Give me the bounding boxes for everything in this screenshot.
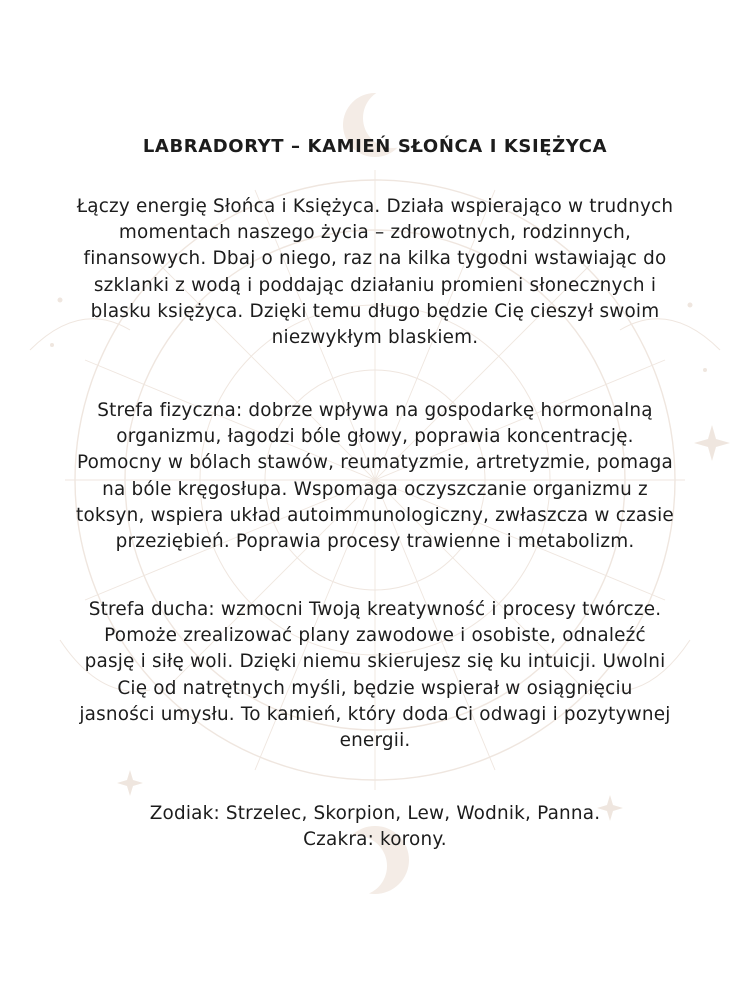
text-line: toksyn, wspiera układ autoimmunologiczny, zwłaszcza w czasie (76, 504, 674, 526)
paragraph-zodiac-chakra (14, 801, 736, 853)
text-line: momentach naszego życia – zdrowotnych, rodzinnych, (118, 222, 632, 244)
text-line: Pomocny w bólach stawów, reumatyzmie, artretyzmie, pomaga (76, 452, 674, 474)
paragraph-spiritual (14, 597, 736, 754)
text-line: Łączy energię Słońca i Księżyca. Działa wspierająco w trudnych (76, 196, 674, 217)
text-line: na bóle kręgosłupa. Wspomaga oczyszczanie organizmu z (102, 478, 648, 500)
text-line: Cię od natrętnych myśli, będzie wspierał w osiągnięciu (117, 677, 633, 699)
paragraph-physical (14, 398, 736, 555)
page-title: LABRADORYT – KAMIEŃ SŁOŃCA I KSIĘŻYCA (142, 136, 608, 157)
zodiac-line: Zodiak: Strzelec, Skorpion, Lew, Wodnik, Panna. (149, 803, 601, 824)
text-line: jasności umysłu. To kamień, który doda Ci odwagi i pozytywnej (79, 703, 671, 725)
text-line: szklanki z wodą i poddając działaniu promieni słonecznych i (93, 274, 657, 296)
text-line: finansowych. Dbaj o niego, raz na kilka tygodni wstawiając do (83, 248, 667, 270)
text-line: blasku księżyca. Dzięki temu długo będzie Cię cieszył swoim (90, 300, 660, 322)
text-line: niezwykłym blaskiem. (271, 327, 479, 349)
text-line: przeziębień. Poprawia procesy trawienne i metabolizm. (115, 531, 635, 553)
text-line: Pomoże zrealizować plany zawodowe i osobiste, odnaleźć (104, 625, 646, 647)
paragraph-intro (14, 194, 736, 351)
text-line: energii. (339, 730, 411, 752)
text-line: Strefa ducha: wzmocni Twoją kreatywność i procesy twórcze. (88, 599, 662, 620)
text-line: Strefa fizyczna: dobrze wpływa na gospodarkę hormonalną (97, 400, 653, 421)
text-line: pasję i siłę woli. Dzięki niemu skierujesz się ku intuicji. Uwolni (84, 651, 666, 673)
text-line: organizmu, łagodzi bóle głowy, poprawia koncentrację. (116, 426, 634, 448)
chakra-line: Czakra: korony. (303, 829, 447, 851)
